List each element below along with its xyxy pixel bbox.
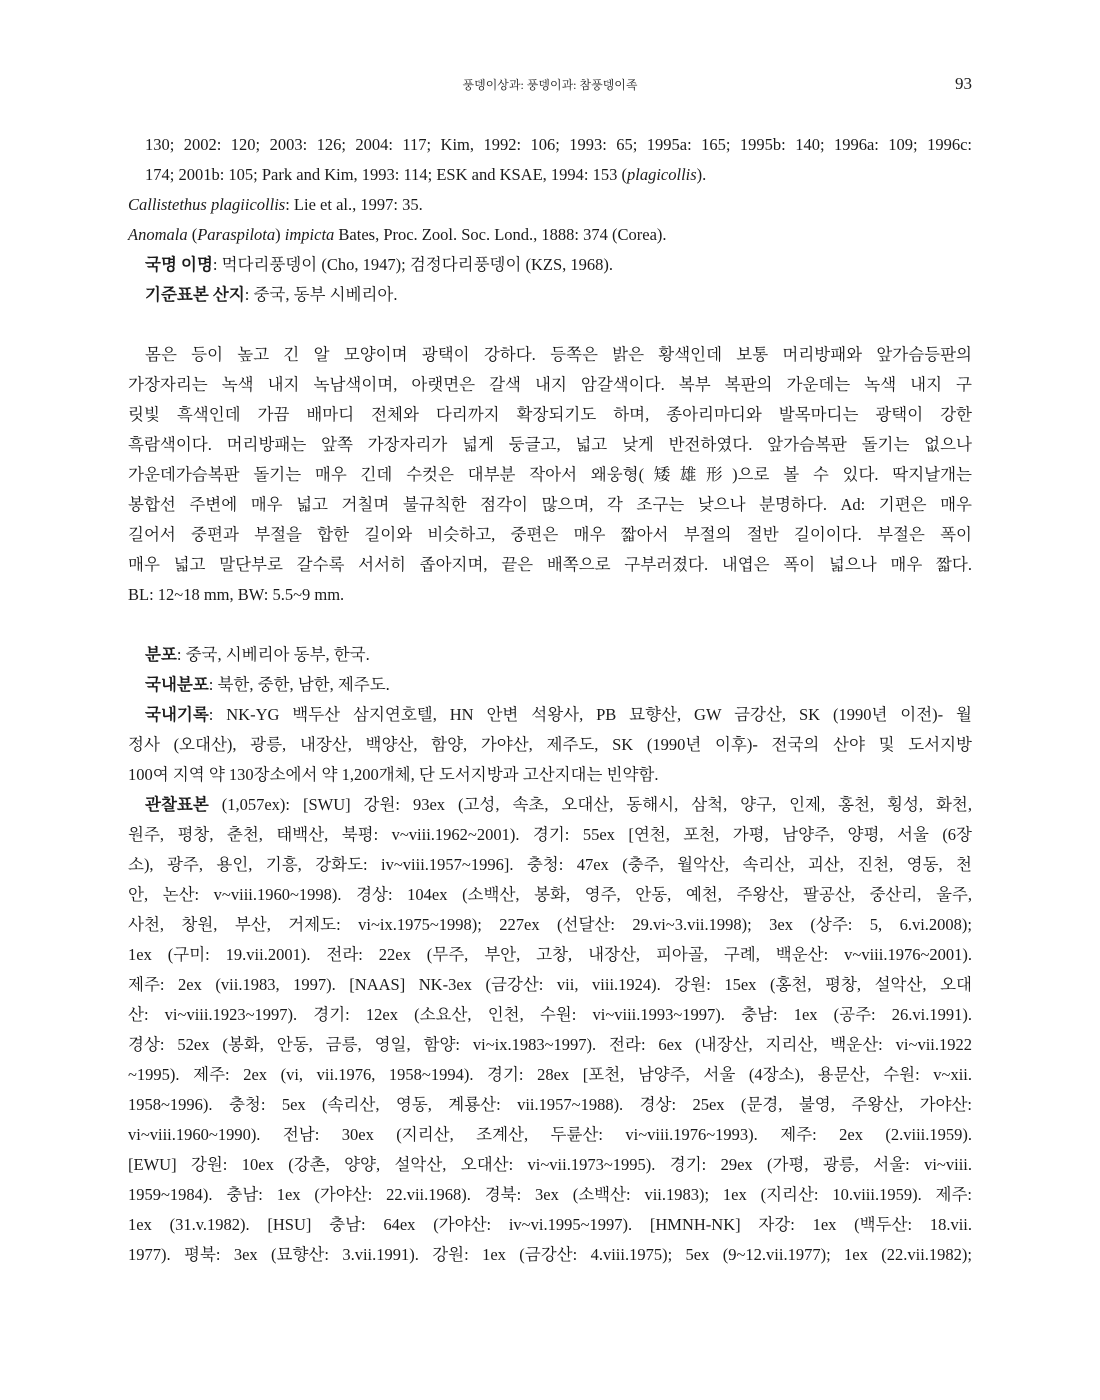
text-line <box>128 970 972 1000</box>
field-label: 관찰표본 <box>145 795 209 814</box>
text-line <box>128 1150 972 1180</box>
field-text: [EWU] 강원: 10ex (강촌, 양양, 설악산, 오대산: vi~vii.1973~1995). 경기: 29ex (가평, 광릉, 서울: vi~viii. <box>128 1155 972 1174</box>
field-text: : 중국, 동부 시베리아. <box>244 285 398 304</box>
field-label: 분포 <box>145 645 177 664</box>
text-line <box>128 190 972 220</box>
description-text: 길어서 중편과 부절을 합한 길이와 비슷하고, 중편은 매우 짧아서 부절의 절반 길이이다. 부절은 폭이 <box>128 525 972 544</box>
text-line <box>128 790 972 820</box>
field-label: 국내분포 <box>145 675 209 694</box>
text-line <box>128 490 972 520</box>
field-text: 소), 광주, 용인, 기흥, 강화도: iv~viii.1957~1996]. 충청: 47ex (충주, 월악산, 속리산, 괴산, 진천, 영동, 천 <box>128 855 972 874</box>
taxon-name: plagicollis <box>627 165 697 184</box>
field-text: 1ex (구미: 19.vii.2001). 전라: 22ex (무주, 부안, 고창, 내장산, 피아골, 구례, 백운산: v~viii.1976~2001). <box>128 945 972 964</box>
citation-text: 130; 2002: 120; 2003: 126; 2004: 117; Kim, 1992: 106; 1993: 65; 1995a: 165; 1995b: 140; 1996a: 109; 1996c: <box>145 135 972 154</box>
paragraph-gap <box>128 610 972 640</box>
text-line <box>128 1090 972 1120</box>
description-text: 몸은 등이 높고 긴 알 모양이며 광택이 강하다. 등쪽은 밝은 황색인데 보통 머리방패와 앞가슴등판의 <box>145 345 972 364</box>
text-line <box>128 1180 972 1210</box>
taxon-name: Paraspilota <box>197 225 276 244</box>
text-line <box>128 940 972 970</box>
field-text: : NK-YG 백두산 삼지연호텔, HN 안변 석왕사, PB 묘향산, GW 금강산, SK (1990년 이전)- 월 <box>208 705 972 724</box>
text-line <box>128 850 972 880</box>
running-head: 풍뎅이상과: 풍뎅이과: 참풍뎅이족 <box>462 78 638 92</box>
paragraph-gap <box>128 310 972 340</box>
field-text: 1958~1996). 충청: 5ex (속리산, 영동, 계룡산: vii.1957~1988). 경상: 25ex (문경, 불영, 주왕산, 가야산: <box>128 1095 972 1114</box>
text-line <box>128 1060 972 1090</box>
text-line <box>128 1000 972 1030</box>
text-line <box>128 550 972 580</box>
field-label: 국명 이명 <box>145 255 213 274</box>
text-line <box>128 580 972 610</box>
text-line <box>128 280 972 310</box>
text-line <box>128 1240 972 1270</box>
field-text: 경상: 52ex (봉화, 안동, 금릉, 영일, 함양: vi~ix.1983~1997). 전라: 6ex (내장산, 지리산, 백운산: vi~vii.1922 <box>128 1035 972 1054</box>
citation-text: 174; 2001b: 105; Park and Kim, 1993: 114; ESK and KSAE, 1994: 153 ( <box>145 165 627 184</box>
citation-text: : Lie et al., 1997: 35. <box>285 195 423 214</box>
field-text: : 먹다리풍뎅이 (Cho, 1947); 검정다리풍뎅이 (KZS, 1968). <box>212 255 614 274</box>
citation-text: ( <box>187 225 198 244</box>
text-line <box>128 460 972 490</box>
text-line <box>128 820 972 850</box>
text-line <box>128 1120 972 1150</box>
description-text: 가운데가슴복판 돌기는 매우 긴데 수컷은 대부분 작아서 왜웅형(矮雄形)으로 볼 수 있다. 딱지날개는 <box>128 465 972 484</box>
text-line <box>128 370 972 400</box>
citation-text: ). <box>696 165 707 184</box>
page-number: 93 <box>955 74 972 93</box>
field-text: 100여 지역 약 130장소에서 약 1,200개체, 단 도서지방과 고산지대는 빈약함. <box>128 765 659 784</box>
field-text: 1977). 평북: 3ex (묘향산: 3.vii.1991). 강원: 1ex (금강산: 4.viii.1975); 5ex (9~12.vii.1977); 1ex (22.vii.1982); <box>128 1245 972 1264</box>
field-text: (1,057ex): [SWU] 강원: 93ex (고성, 속초, 오대산, 동해시, 삼척, 양구, 인제, 홍천, 횡성, 화천, <box>208 795 972 814</box>
field-label: 기준표본 산지 <box>145 285 245 304</box>
description-text: 가장자리는 녹색 내지 녹남색이며, 아랫면은 갈색 내지 암갈색이다. 복부 복판의 가운데는 녹색 내지 구 <box>128 375 972 394</box>
text-line <box>128 520 972 550</box>
field-text: 산: vi~viii.1923~1997). 경기: 12ex (소요산, 인천, 수원: vi~viii.1993~1997). 충남: 1ex (공주: 26.vi.1991). <box>128 1005 972 1024</box>
text-line <box>128 400 972 430</box>
field-text: 사천, 창원, 부산, 거제도: vi~ix.1975~1998); 227ex (선달산: 29.vi~3.vii.1998); 3ex (상주: 5, 6.vi.2008); <box>128 915 972 934</box>
citation-text: Bates, Proc. Zool. Soc. Lond., 1888: 374 (Corea). <box>334 225 667 244</box>
text-line <box>128 760 972 790</box>
text-line <box>128 220 972 250</box>
field-label: 국내기록 <box>145 705 209 724</box>
field-text: vi~viii.1960~1990). 전남: 30ex (지리산, 조계산, 두륜산: vi~viii.1976~1993). 제주: 2ex (2.viii.1959). <box>128 1125 972 1144</box>
description-text: 흑람색이다. 머리방패는 앞쪽 가장자리가 넓게 둥글고, 넓고 낮게 반전하였다. 앞가슴복판 돌기는 없으나 <box>128 435 972 454</box>
field-text: : 중국, 시베리아 동부, 한국. <box>176 645 370 664</box>
description-text: 릿빛 흑색인데 가끔 배마디 전체와 다리까지 확장되기도 하며, 종아리마디와 발목마디는 광택이 강한 <box>128 405 972 424</box>
taxon-name: Callistethus plagiicollis <box>128 195 286 214</box>
field-text: ~1995). 제주: 2ex (vi, vii.1976, 1958~1994). 경기: 28ex [포천, 남양주, 서울 (4장소), 용문산, 수원: v~xii. <box>128 1065 972 1084</box>
text-line <box>128 340 972 370</box>
description-text: 매우 넓고 말단부로 갈수록 서서히 좁아지며, 끝은 배쪽으로 구부러졌다. 내엽은 폭이 넓으나 매우 짧다. <box>128 555 972 574</box>
text-line <box>128 910 972 940</box>
page-body <box>128 130 972 1270</box>
taxon-name: impicta <box>284 225 335 244</box>
text-line <box>128 880 972 910</box>
field-text: 1ex (31.v.1982). [HSU] 충남: 64ex (가야산: iv~vi.1995~1997). [HMNH-NK] 자강: 1ex (백두산: 18.vii. <box>128 1215 972 1234</box>
text-line <box>128 700 972 730</box>
field-text: : 북한, 중한, 남한, 제주도. <box>208 675 390 694</box>
field-text: 원주, 평창, 춘천, 태백산, 북평: v~viii.1962~2001). 경기: 55ex [연천, 포천, 가평, 남양주, 양평, 서울 (6장 <box>128 825 972 844</box>
text-line <box>128 730 972 760</box>
citation-text: ) <box>275 225 285 244</box>
text-line <box>128 670 972 700</box>
field-text: 1959~1984). 충남: 1ex (가야산: 22.vii.1968). 경북: 3ex (소백산: vii.1983); 1ex (지리산: 10.viii.1959). 제주: <box>128 1185 972 1204</box>
text-line <box>128 160 972 190</box>
text-line <box>128 430 972 460</box>
text-line <box>128 1210 972 1240</box>
text-line <box>128 640 972 670</box>
taxon-name: Anomala <box>128 225 188 244</box>
field-text: 정사 (오대산), 광릉, 내장산, 백양산, 함양, 가야산, 제주도, SK (1990년 이후)- 전국의 산야 및 도서지방 <box>128 735 972 754</box>
text-line <box>128 1030 972 1060</box>
description-text: 봉합선 주변에 매우 넓고 거칠며 불규칙한 점각이 많으며, 각 조구는 낮으나 분명하다. Ad: 기편은 매우 <box>128 495 972 514</box>
field-text: 제주: 2ex (vii.1983, 1997). [NAAS] NK-3ex (금강산: vii, viii.1924). 강원: 15ex (홍천, 평창, 설악산, 오대 <box>128 975 972 994</box>
text-line <box>128 250 972 280</box>
field-text: 안, 논산: v~viii.1960~1998). 경상: 104ex (소백산, 봉화, 영주, 안동, 예천, 주왕산, 팔공산, 중산리, 울주, <box>128 885 972 904</box>
text-line <box>128 130 972 160</box>
description-text: BL: 12~18 mm, BW: 5.5~9 mm. <box>128 585 345 604</box>
